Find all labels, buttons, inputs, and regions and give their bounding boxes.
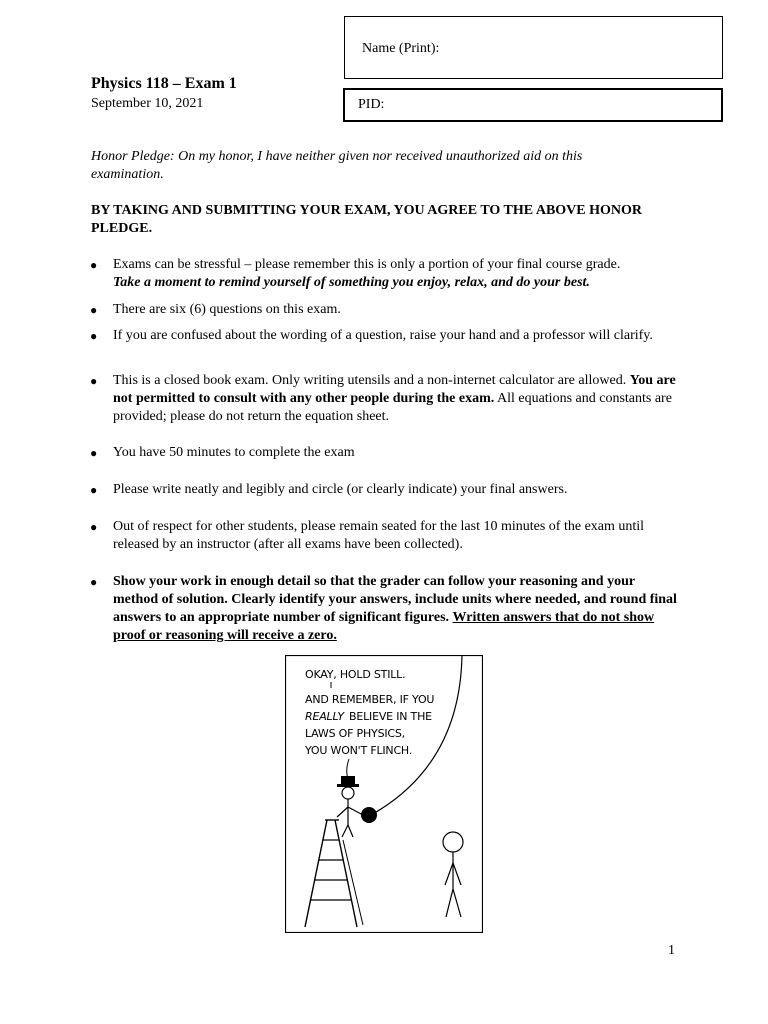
list-item: [90, 518, 681, 554]
comic-line-3: BELIEVE IN THE: [349, 710, 432, 723]
bullet-text: If you are confused about the wording of a question, raise your hand and a professor will clarify.: [113, 328, 653, 343]
name-field-box[interactable]: [344, 16, 723, 79]
comic-line-2: AND REMEMBER, IF YOU: [305, 693, 435, 706]
bullet-icon: ●: [90, 329, 98, 343]
list-item: [90, 301, 681, 319]
list-item: [90, 573, 681, 645]
bullet-text: Exams can be stressful – please remember this is only a portion of your final course grade.: [113, 257, 621, 272]
bullet-text: You have 50 minutes to complete the exam: [113, 445, 355, 460]
honor-pledge: Honor Pledge: On my honor, I have neither given nor received unauthorized aid on this examination.: [91, 149, 583, 182]
bullet-icon: ●: [90, 258, 98, 272]
name-label: Name (Print):: [362, 41, 440, 56]
bullet-text: Out of respect for other students, please remain seated for the last 10 minutes of the exam until released by an instructor (after all exams have been collected).: [113, 519, 645, 552]
bullet-text: There are six (6) questions on this exam.: [113, 302, 341, 317]
bullet-text: Please write neatly and legibly and circle (or clearly indicate) your final answers.: [113, 482, 568, 497]
bullet-underlined-text: Written answers that do not show proof or reasoning will receive a zero.: [113, 610, 655, 643]
list-item: [90, 256, 681, 292]
comic-line-1: OKAY, HOLD STILL.: [305, 668, 406, 681]
list-item: [90, 327, 681, 345]
bullet-icon: ●: [90, 520, 98, 534]
bullet-icon: ●: [90, 483, 98, 497]
comic-panel: [285, 655, 483, 933]
pid-label: PID:: [358, 97, 385, 112]
bullet-text: All equations and constants are provided; please do not return the equation sheet.: [113, 391, 672, 424]
bullet-icon: ●: [90, 575, 98, 589]
pledge-agreement: BY TAKING AND SUBMITTING YOUR EXAM, YOU AGREE TO THE ABOVE HONOR PLEDGE.: [91, 203, 643, 236]
comic-line-4: LAWS OF PHYSICS,: [305, 727, 405, 740]
comic-line-5: YOU WON'T FLINCH.: [305, 744, 413, 757]
bullet-bold-text: You are not permitted to consult with any other people during the exam.: [113, 373, 676, 406]
bullet-text: This is a closed book exam. Only writing utensils and a non-internet calculator are allowed.: [113, 373, 627, 388]
page-number: 1: [668, 943, 675, 958]
exam-date: September 10, 2021: [91, 96, 204, 111]
bullet-icon: ●: [90, 303, 98, 317]
pid-field-box[interactable]: [343, 88, 723, 122]
comic-line-3-emphasis: REALLY: [305, 710, 344, 723]
bullet-emphasis: Take a moment to remind yourself of something you enjoy, relax, and do your best.: [113, 275, 590, 290]
list-item: [90, 481, 681, 499]
bullet-bold-text: Show your work in enough detail so that the grader can follow your reasoning and your method of solution. Clearly identify your answers, include units where needed, and round final answers to an appropriate number of significant figures.: [113, 574, 677, 625]
list-item: [90, 372, 681, 426]
exam-title: Physics 118 – Exam 1: [91, 75, 237, 92]
comic-illustration: [285, 655, 483, 933]
bullet-icon: ●: [90, 446, 98, 460]
list-item: [90, 444, 681, 462]
bullet-icon: ●: [90, 374, 98, 388]
